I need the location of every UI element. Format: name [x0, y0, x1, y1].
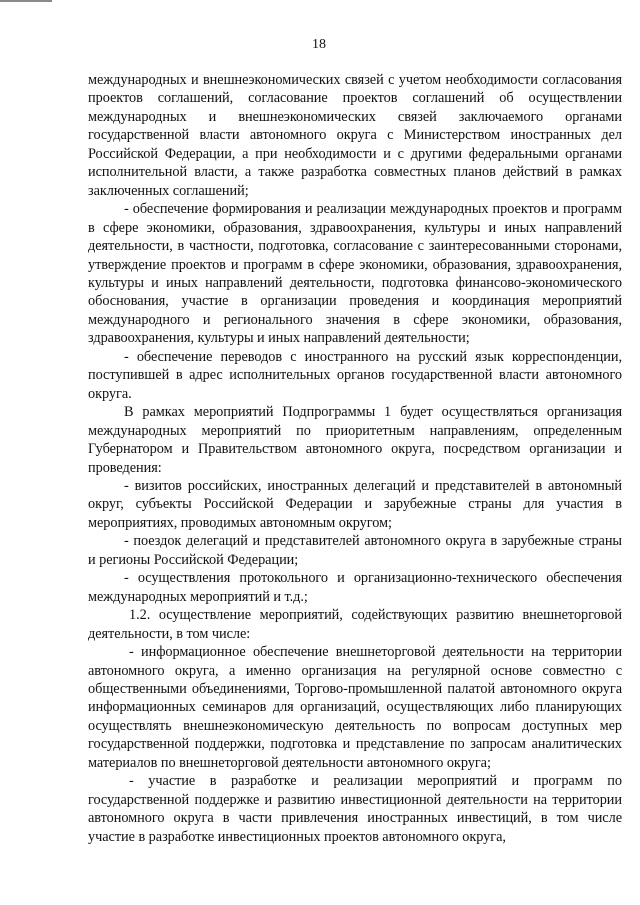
- document-body: [88, 71, 622, 846]
- paragraph-continuation: международных и внешнеэкономических связей с учетом необходимости согласования проектов соглашений, согласование проектов соглашений об осуществлении международных и внешнеэкономических связей заключаемого органами государственной власти автономного округа с Министерством иностранных дел Российской Федерации, а при необходимости и с другими федеральными органами исполнительной власти, а также разработка совместных планов действий в рамках заключенных соглашений;: [88, 72, 622, 199]
- bullet-information-support: - информационное обеспечение внешнеторговой деятельности на территории автономного округа, а именно организация на регулярной основе совместно с общественными объединениями, Торгово-промышленной палатой автономного округа информационных семинаров для организаций, осуществляющих либо планирующих осуществлять внешнеэкономическую деятельность по вопросам доступных мер государственной поддержки, подготовка и представление по запросам аналитических материалов по внешнеторговой деятельности автономного округа;: [88, 644, 622, 771]
- bullet-investment-support: - участие в разработке и реализации мероприятий и программ по государственной поддержке и развитию инвестиционной деятельности на территории автономного округа в части привлечения иностранных инвестиций, в том числе участие в разработке инвестиционных проектов автономного округа,: [88, 773, 622, 845]
- bullet-translations: - обеспечение переводов с иностранного на русский язык корреспонденции, поступившей в адрес исполнительных органов государственной власти автономного округа.: [88, 348, 622, 402]
- bullet-protocol-support: - осуществления протокольного и организационно-технического обеспечения международных мероприятий и т.д.;: [88, 570, 622, 605]
- bullet-delegation-trips: - поездок делегаций и представителей автономного округа в зарубежные страны и регионы Российской Федерации;: [88, 533, 622, 568]
- page-number: 18: [312, 37, 326, 52]
- paragraph-subprogram-1-events: В рамках мероприятий Подпрограммы 1 будет осуществляться организация международных мероприятий по приоритетным направлениям, определенным Губернатором и Правительством автономного округа, посредством организации и проведения:: [88, 404, 622, 476]
- section-1-2-heading: 1.2. осуществление мероприятий, содействующих развитию внешнеторговой деятельности, в том числе:: [88, 607, 622, 642]
- bullet-international-projects: - обеспечение формирования и реализации международных проектов и программ в сфере экономики, образования, здравоохранения, культуры и иных направлений деятельности, в частности, подготовка, согласование с заинтересованными сторонами, утверждение проектов и программ в сфере экономики, образования, здравоохранения, культуры и иных направлений деятельности, подготовка финансово-экономического обоснования, участие в организации проведения и координация мероприятий международного и регионального значения в сфере экономики, образования, здравоохранения, культуры и иных направлений деятельности;: [88, 201, 622, 347]
- scan-edge-mark: [0, 0, 52, 2]
- bullet-delegation-visits: - визитов российских, иностранных делегаций и представителей в автономный округ, субъекты Российской Федерации и зарубежные страны для участия в мероприятиях, проводимых автономным округом;: [88, 477, 622, 531]
